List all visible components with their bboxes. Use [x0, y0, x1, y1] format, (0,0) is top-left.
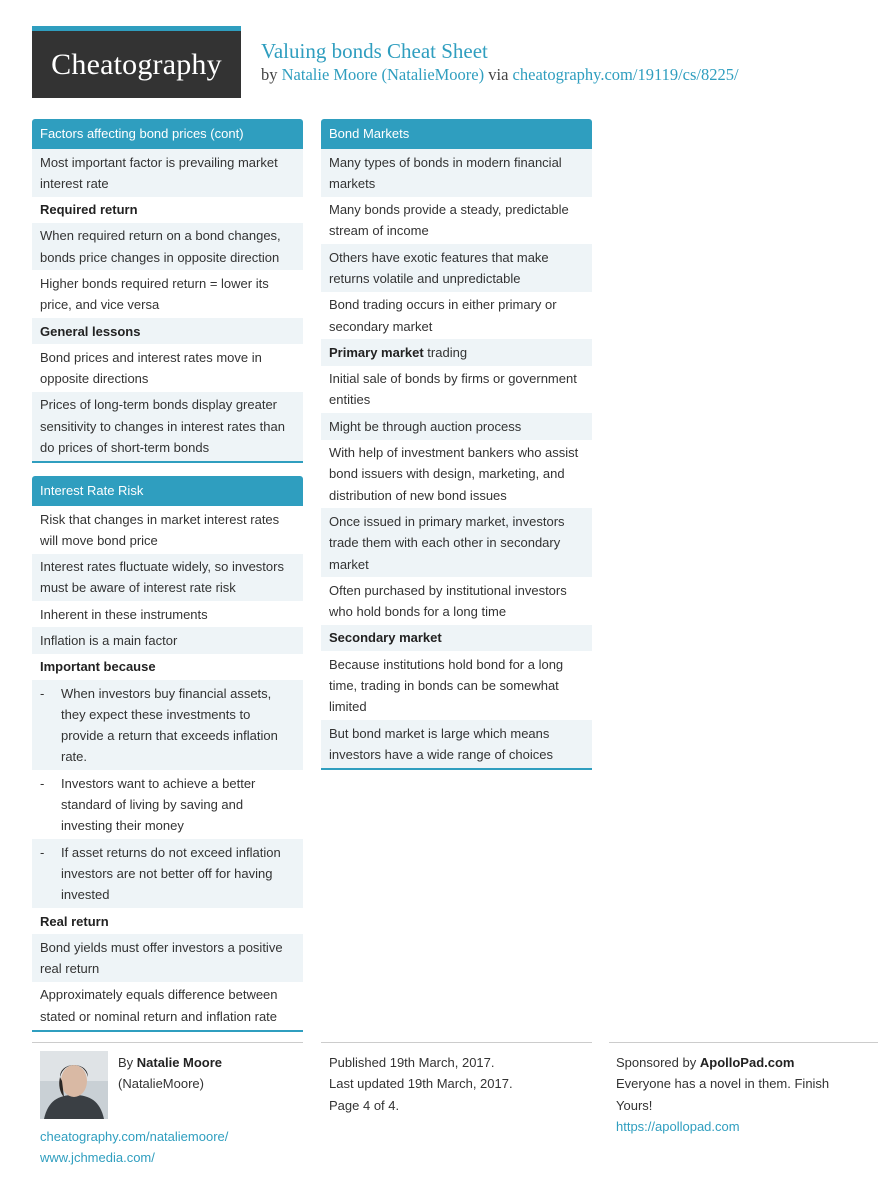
- byline: [261, 64, 739, 86]
- list-item: Bond trading occurs in either primary or secondary market: [329, 297, 557, 334]
- list-item: When required return on a bond changes, bonds price changes in opposite direction: [32, 223, 303, 271]
- list-item: Bond prices and interest rates move in opposite directions: [40, 349, 262, 387]
- bullet-text: Investors want to achieve a better standard of living by saving and investing their money: [61, 775, 256, 834]
- subheading: [321, 339, 592, 365]
- dash-bullet: -: [40, 775, 45, 791]
- list-item: Initial sale of bonds by firms or government entities: [329, 371, 577, 408]
- subheading: Secondary market: [321, 625, 592, 651]
- footer-author-handle: (NatalieMoore): [118, 1076, 204, 1092]
- section-header: Interest Rate Risk: [32, 476, 303, 506]
- list-item: Because institutions hold bond for a long time, trading in bonds can be somewhat limited: [329, 656, 564, 715]
- footer-author-links: [40, 1126, 228, 1169]
- byline-via: via: [488, 65, 509, 84]
- page-number: Page 4 of 4.: [329, 1097, 400, 1113]
- updated-date: Last updated 19th March, 2017.: [329, 1076, 513, 1092]
- sponsor-link[interactable]: https://apollopad.com: [616, 1118, 740, 1134]
- footer-author: [118, 1052, 222, 1095]
- list-item: Prices of long-term bonds display greater sensitivity to changes in interest rates than do prices of short-term bonds: [32, 392, 303, 461]
- section-header: Bond Markets: [321, 119, 592, 149]
- sponsor-line: [616, 1052, 856, 1073]
- sponsor-name: ApolloPad.com: [699, 1055, 795, 1070]
- dash-bullet: -: [40, 685, 45, 701]
- footer-divider: [321, 1042, 592, 1043]
- list-item: Higher bonds required return = lower its price, and vice versa: [40, 275, 269, 313]
- section-factors: [32, 119, 303, 463]
- published-date: Published 19th March, 2017.: [329, 1055, 495, 1070]
- bullet-text: When investors buy financial assets, they expect these investments to provide a return that exceeds inflation rate.: [61, 685, 278, 765]
- author-profile-link[interactable]: cheatography.com/nataliemoore/: [40, 1129, 229, 1144]
- sponsored-by: Sponsored by: [616, 1055, 697, 1070]
- list-item: With help of investment bankers who assist bond issuers with design, marketing, and distribution of new bond issues: [329, 445, 579, 503]
- cheatography-logo[interactable]: [32, 26, 241, 98]
- list-item: Often purchased by institutional investors who hold bonds for a long time: [329, 582, 567, 620]
- subheading-bold: Primary market: [329, 344, 424, 360]
- section-interest-rate-risk: [32, 476, 303, 1032]
- footer-divider: [609, 1042, 878, 1043]
- list-item: Inflation is a main factor: [32, 627, 303, 653]
- list-item: Approximately equals difference between stated or nominal return and inflation rate: [40, 987, 278, 1024]
- byline-by: by: [261, 65, 278, 84]
- list-item: Most important factor is prevailing market interest rate: [32, 149, 303, 197]
- page-title: Valuing bonds Cheat Sheet: [261, 39, 488, 63]
- list-item: Might be through auction process: [321, 413, 592, 439]
- section-bond-markets: [321, 119, 592, 770]
- footer-publish-info: [329, 1052, 513, 1116]
- list-item: Once issued in primary market, investors trade them with each other in secondary market: [321, 508, 592, 577]
- dash-bullet: -: [40, 844, 45, 860]
- bullet-item: [32, 680, 303, 770]
- title-block: [261, 38, 739, 86]
- list-item: Many types of bonds in modern financial markets: [321, 149, 592, 197]
- list-item: Many bonds provide a steady, predictable stream of income: [329, 202, 569, 239]
- list-item: Inherent in these instruments: [40, 606, 208, 622]
- list-item: Others have exotic features that make returns volatile and unpredictable: [321, 244, 592, 292]
- list-item: Risk that changes in market interest rates will move bond price: [40, 511, 280, 548]
- footer-divider: [32, 1042, 303, 1043]
- footer-author-name: Natalie Moore: [136, 1055, 223, 1070]
- logo-text: Cheatography: [51, 48, 222, 81]
- sheet-url-link[interactable]: cheatography.com/19119/cs/8225/: [512, 65, 739, 84]
- author-link[interactable]: Natalie Moore (NatalieMoore): [281, 65, 485, 84]
- footer-author-line: [118, 1052, 222, 1073]
- footer-by: By: [118, 1055, 134, 1070]
- bullet-text: If asset returns do not exceed inflation investors are not better off for having invested: [61, 844, 281, 903]
- section-header: Factors affecting bond prices (cont): [32, 119, 303, 149]
- list-item: Bond yields must offer investors a positive real return: [32, 934, 303, 982]
- bullet-item: [32, 770, 303, 839]
- bullet-item: [32, 839, 303, 908]
- author-website-link[interactable]: www.jchmedia.com/: [40, 1150, 155, 1166]
- list-item: Interest rates fluctuate widely, so investors must be aware of interest rate risk: [32, 554, 303, 602]
- author-avatar: [40, 1051, 108, 1119]
- subheading: Real return: [40, 913, 109, 929]
- list-item: But bond market is large which means investors have a wide range of choices: [321, 720, 592, 768]
- sponsor-tagline: Everyone has a novel in them. Finish Yours!: [616, 1076, 830, 1113]
- footer-sponsor: [616, 1052, 856, 1137]
- subheading: Important because: [40, 659, 156, 675]
- subheading-rest: trading: [427, 344, 468, 360]
- subheading: General lessons: [32, 318, 303, 344]
- subheading: Required return: [40, 202, 138, 218]
